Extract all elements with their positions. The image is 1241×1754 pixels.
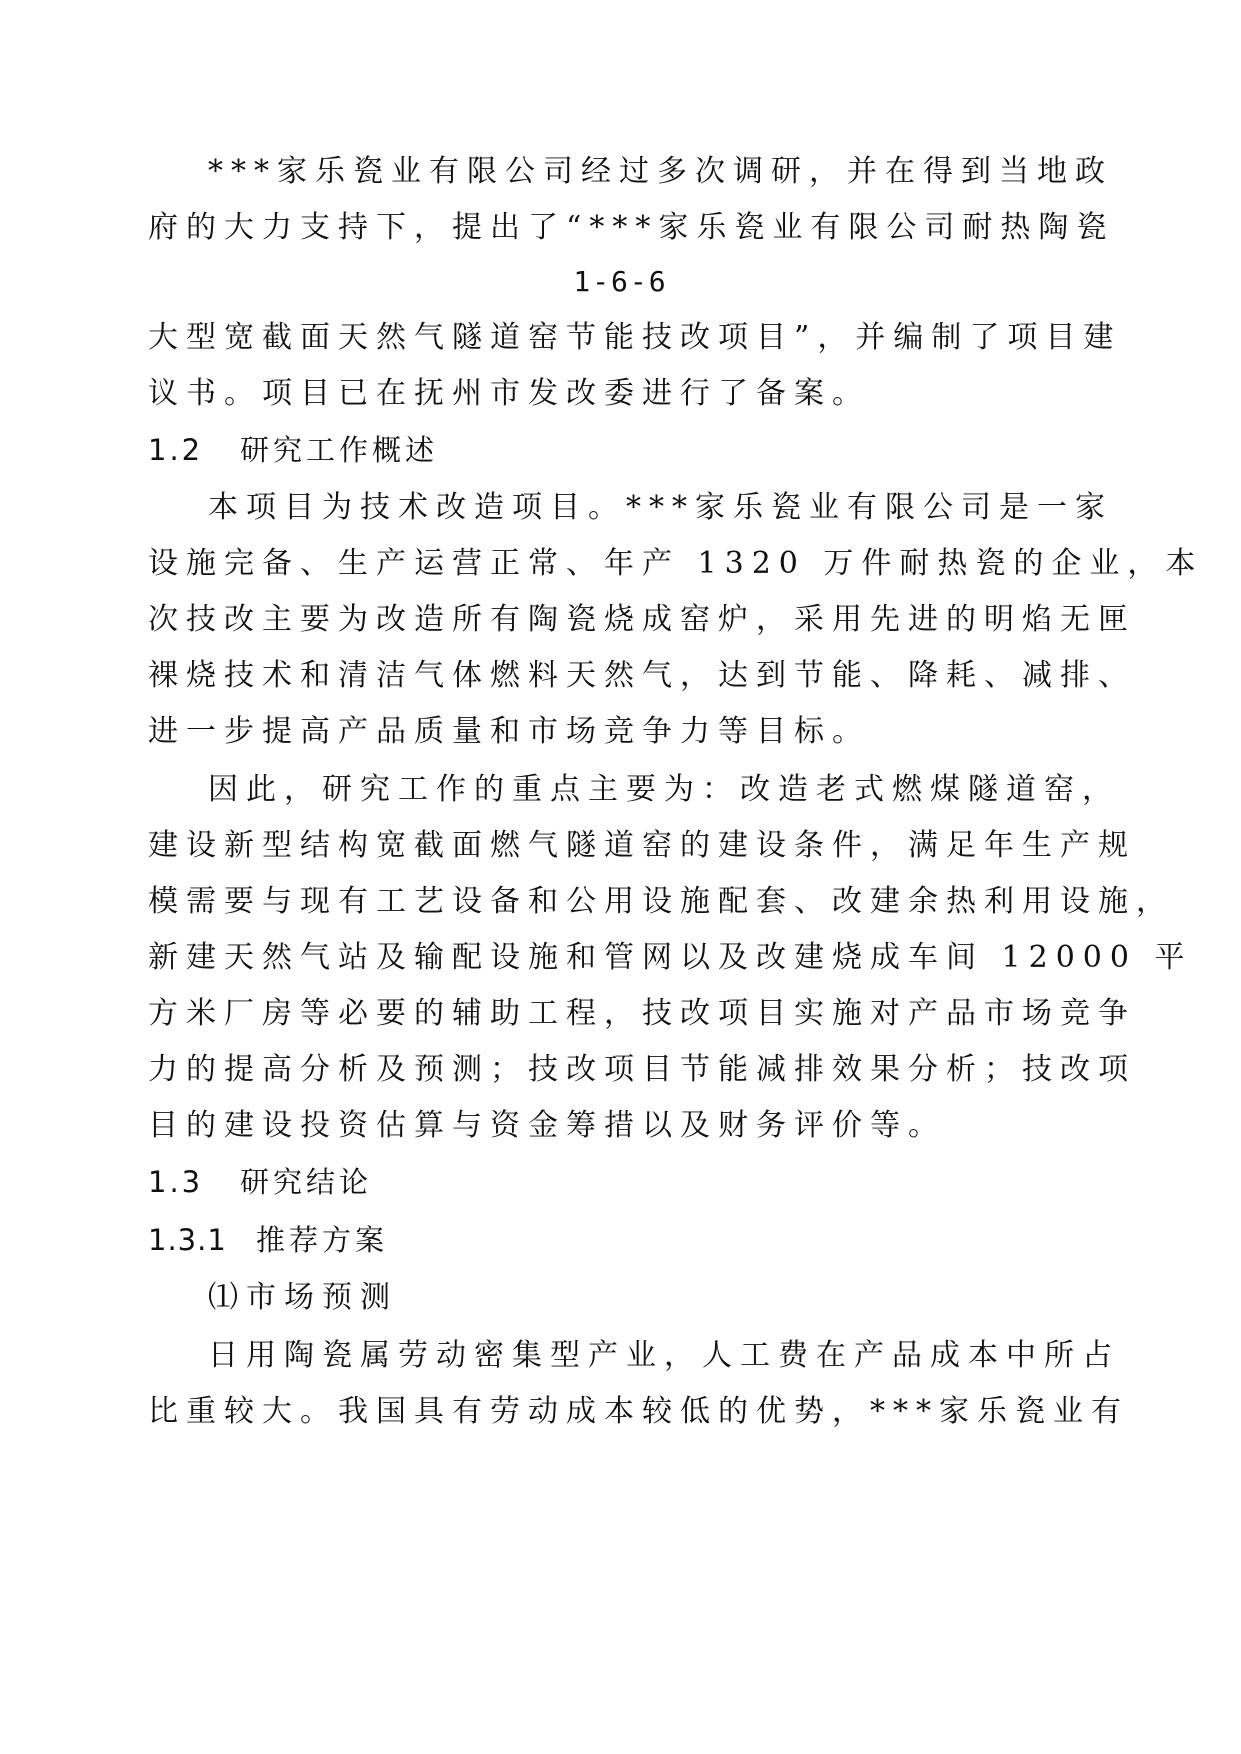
paragraph-line: 因此，研究工作的重点主要为：改造老式燃煤隧道窑， [208, 772, 1120, 807]
paragraph-line: 进一步提高产品质量和市场竞争力等目标。 [148, 714, 870, 749]
section-title: 研究工作概述 [240, 433, 439, 467]
paragraph-line: 府的大力支持下，提出了“***家乐瓷业有限公司耐热陶瓷 [148, 210, 1115, 245]
paragraph-line: 建设新型结构宽截面燃气隧道窑的建设条件，满足年生产规 [148, 828, 1136, 863]
section-heading-1-3 [148, 1162, 372, 1202]
paragraph-line: 比重较大。我国具有劳动成本较低的优势，***家乐瓷业有 [148, 1394, 1129, 1429]
paragraph-line: 方米厂房等必要的辅助工程，技改项目实施对产品市场竞争 [148, 996, 1136, 1031]
paragraph-line: 本项目为技术改造项目。***家乐瓷业有限公司是一家 [208, 490, 1113, 525]
paragraph-line: 大型宽截面天然气隧道窑节能技改项目”，并编制了项目建 [148, 320, 1122, 355]
paragraph-line: 新建天然气站及输配设施和管网以及改建烧成车间 12000 平 [148, 940, 1193, 975]
page-marker: 1-6-6 [573, 265, 668, 298]
section-number: 1.3.1 [148, 1223, 227, 1257]
paragraph-line: 设施完备、生产运营正常、年产 1320 万件耐热瓷的企业，本 [148, 546, 1204, 581]
paragraph-line: 模需要与现有工艺设备和公用设施配套、改建余热利用设施， [148, 884, 1174, 919]
paragraph-line: 目的建设投资估算与资金筹措以及财务评价等。 [148, 1108, 946, 1143]
list-item-label: ⑴市场预测 [208, 1280, 398, 1315]
paragraph-line: 裸烧技术和清洁气体燃料天然气，达到节能、降耗、减排、 [148, 658, 1136, 693]
section-number: 1.3 [148, 1165, 204, 1199]
paragraph-line: ***家乐瓷业有限公司经过多次调研，并在得到当地政 [208, 154, 1113, 189]
section-title: 推荐方案 [256, 1223, 389, 1257]
section-number: 1.2 [148, 433, 204, 467]
paragraph-line: 议书。项目已在抚州市发改委进行了备案。 [148, 376, 870, 411]
paragraph-line: 力的提高分析及预测；技改项目节能减排效果分析；技改项 [148, 1052, 1136, 1087]
section-title: 研究结论 [240, 1165, 373, 1199]
section-heading-1-3-1 [148, 1220, 388, 1260]
paragraph-line: 日用陶瓷属劳动密集型产业，人工费在产品成本中所占 [208, 1338, 1120, 1373]
section-heading-1-2 [148, 430, 438, 470]
paragraph-line: 次技改主要为改造所有陶瓷烧成窑炉，采用先进的明焰无匣 [148, 602, 1136, 637]
